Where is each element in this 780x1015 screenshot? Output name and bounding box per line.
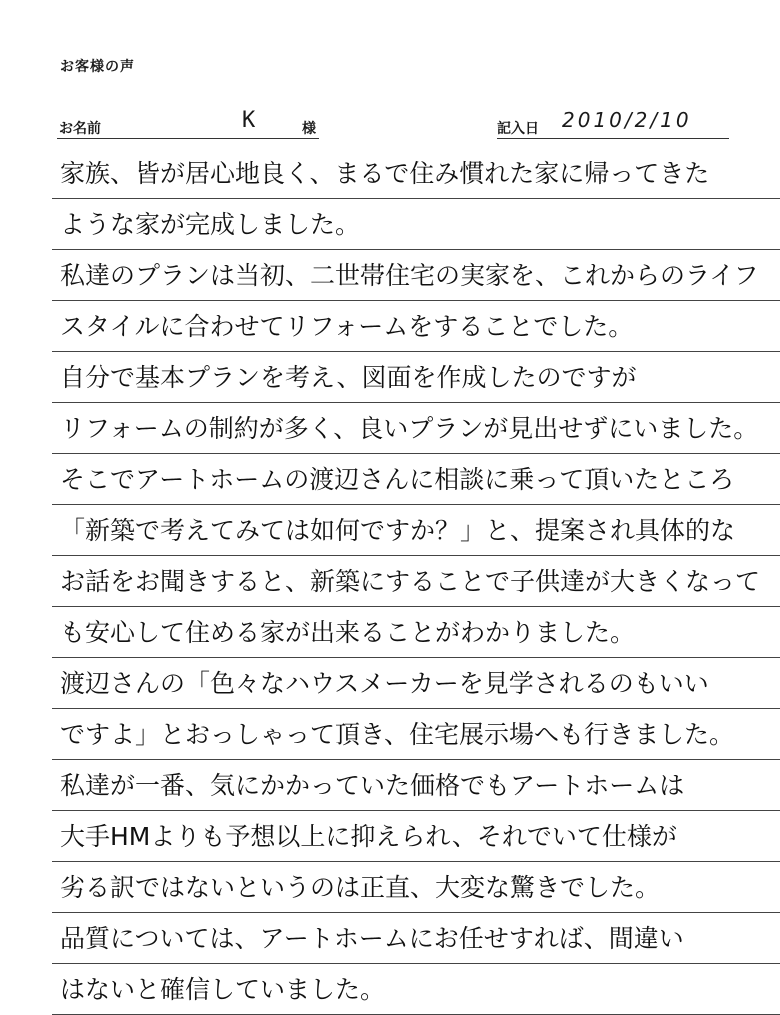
testimonial-line-text: そこでアートホームの渡辺さんに相談に乗って頂いたところ [60,465,735,494]
testimonial-line [52,199,780,250]
testimonial-line-text: も安心して住める家が出来ることがわかりました。 [60,618,636,647]
testimonial-line-text: 家族、皆が居心地良く、まるで住み慣れた家に帰ってきた [60,159,710,188]
form-title: お客様の声 [60,59,135,75]
testimonial-line [52,913,780,964]
testimonial-line [52,862,780,913]
date-underline [497,138,729,139]
honorific: 様 [302,121,316,137]
testimonial-line [52,811,780,862]
testimonial-line-text: 品質については、アートホームにお任せすれば、間違い [60,924,684,953]
testimonial-line [52,454,780,505]
testimonial-line-text: リフォームの制約が多く、良いプランが見出せずにいました。 [60,414,759,443]
testimonial-line [52,301,780,352]
testimonial-line [52,352,780,403]
testimonial-line [52,658,780,709]
testimonial-line-text: 私達のプランは当初、二世帯住宅の実家を、これからのライフ [60,261,759,290]
testimonial-line [52,556,780,607]
testimonial-line [52,148,780,199]
name-underline [57,138,319,139]
testimonial-line-text: ような家が完成しました。 [60,210,361,239]
header-row [57,108,727,138]
date-value: 2010/2/10 [562,108,692,132]
testimonial-line [52,607,780,658]
testimonial-line [52,403,780,454]
testimonial-line-text: スタイルに合わせてリフォームをすることでした。 [60,312,634,341]
testimonial-line [52,250,780,301]
testimonial-line-text: お話をお聞きすると、新築にすることで子供達が大きくなって [60,567,761,596]
testimonial-line [52,964,780,1015]
testimonial-line-text: 大手HMよりも予想以上に抑えられ、それでいて仕様が [60,822,677,851]
name-value: K [242,108,256,133]
testimonial-line-text: ですよ」とおっしゃって頂き、住宅展示場へも行きました。 [60,720,735,749]
testimonial-line [52,760,780,811]
date-label: 記入日 [497,121,539,137]
testimonial-line [52,505,780,556]
testimonial-line-text: 渡辺さんの「色々なハウスメーカーを見学されるのもいい [60,669,709,698]
testimonial-body [52,148,780,1015]
testimonial-line-text: 劣る訳ではないというのは正直、大変な驚きでした。 [60,873,661,902]
testimonial-line [52,709,780,760]
name-label: お名前 [59,121,101,137]
testimonial-line-text: 私達が一番、気にかかっていた価格でもアートホームは [60,771,685,800]
testimonial-line-text: はないと確信していました。 [60,975,386,1004]
testimonial-line-text: 「新築で考えてみては如何ですか？」と、提案され具体的な [60,516,736,545]
testimonial-line-text: 自分で基本プランを考え、図面を作成したのですが [60,363,637,392]
